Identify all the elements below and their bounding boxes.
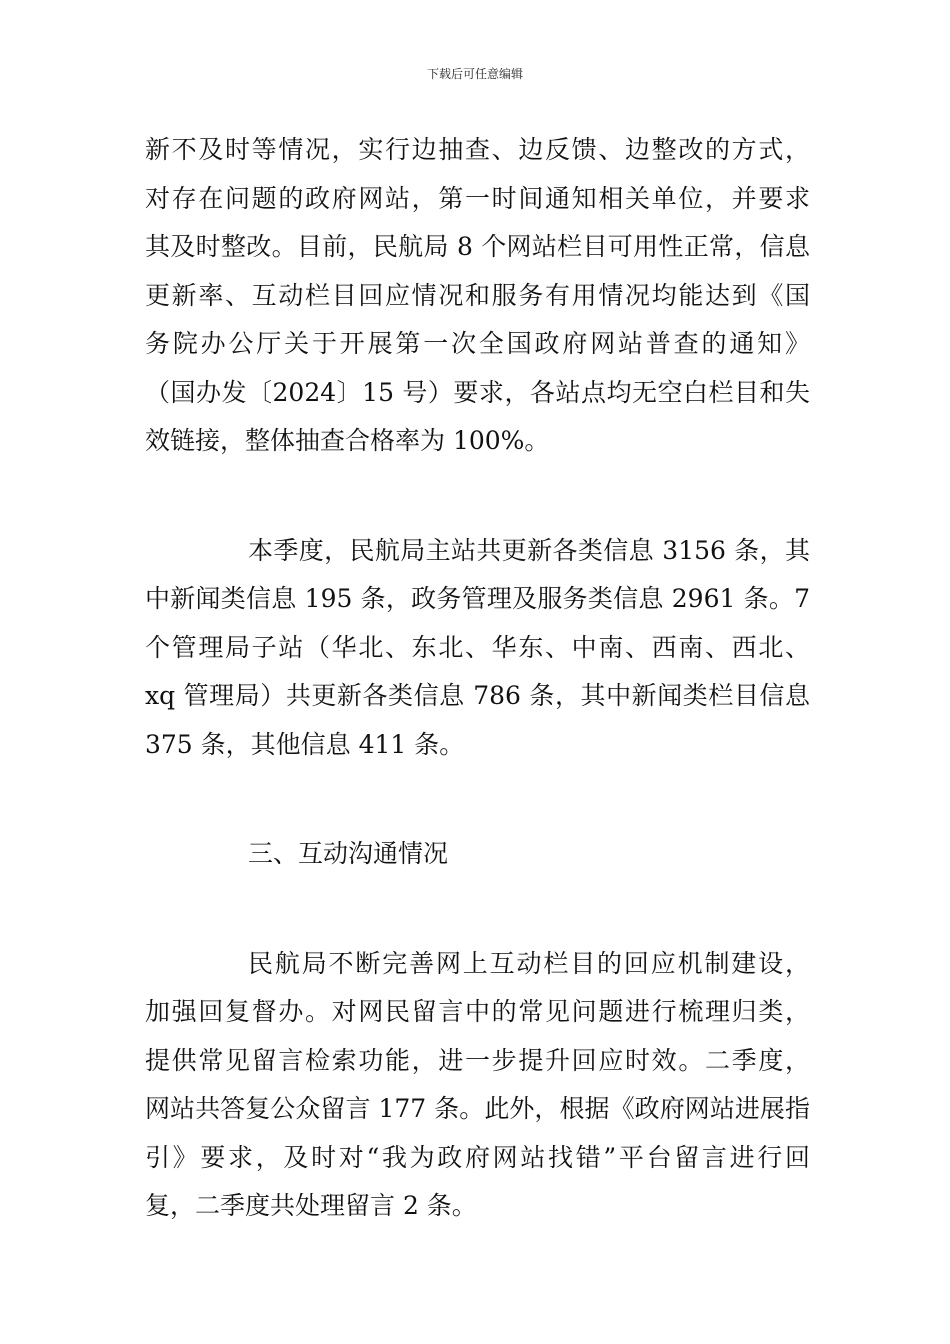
section-heading: 三、互动沟通情况 [248,839,449,868]
text-line: 更新率、互动栏目回应情况和服务有用情况均能达到《国 [145,280,810,310]
text-line: xq 管理局）共更新各类信息 786 条，其中新闻类栏目信息 [145,681,810,710]
text-line: 中新闻类信息 195 条，政务管理及服务类信息 2961 条。7 [145,584,810,613]
section-heading-interaction [145,830,810,879]
text-line: 网站共答复公众留言 177 条。此外，根据《政府网站进展指 [145,1094,810,1123]
text-line: 375 条，其他信息 411 条。 [145,729,465,759]
text-line: 个管理局子站（华北、东北、华东、中南、西南、西北、 [145,632,810,662]
paragraph-interaction [145,940,810,1231]
text-line: 加强回复督办。对网民留言中的常见问题进行梳理归类， [145,997,810,1026]
text-line: 新不及时等情况，实行边抽查、边反馈、边整改的方式， [145,135,810,164]
text-line: （国办发〔2024〕15 号）要求，各站点均无空白栏目和失 [145,377,810,407]
document-body [145,126,810,1292]
text-line: 引》要求，及时对“我为政府网站找错”平台留言进行回 [145,1142,810,1172]
text-line: 对存在问题的政府网站，第一时间通知相关单位，并要求 [145,183,810,213]
text-line: 效链接，整体抽查合格率为 100%。 [145,426,550,455]
text-line: 复，二季度共处理留言 2 条。 [145,1191,477,1220]
paragraph-info-updates [145,527,810,770]
page-header: 下载后可任意编辑 [426,67,523,81]
text-line: 务院办公厅关于开展第一次全国政府网站普查的通知》 [145,329,810,358]
paragraph-website-check [145,126,810,466]
text-line: 提供常见留言检索功能，进一步提升回应时效。二季度， [145,1045,810,1075]
text-line: 民航局不断完善网上互动栏目的回应机制建设， [248,948,810,978]
text-line: 其及时整改。目前，民航局 8 个网站栏目可用性正常，信息 [145,232,810,261]
text-line: 本季度，民航局主站共更新各类信息 3156 条，其 [248,535,810,565]
